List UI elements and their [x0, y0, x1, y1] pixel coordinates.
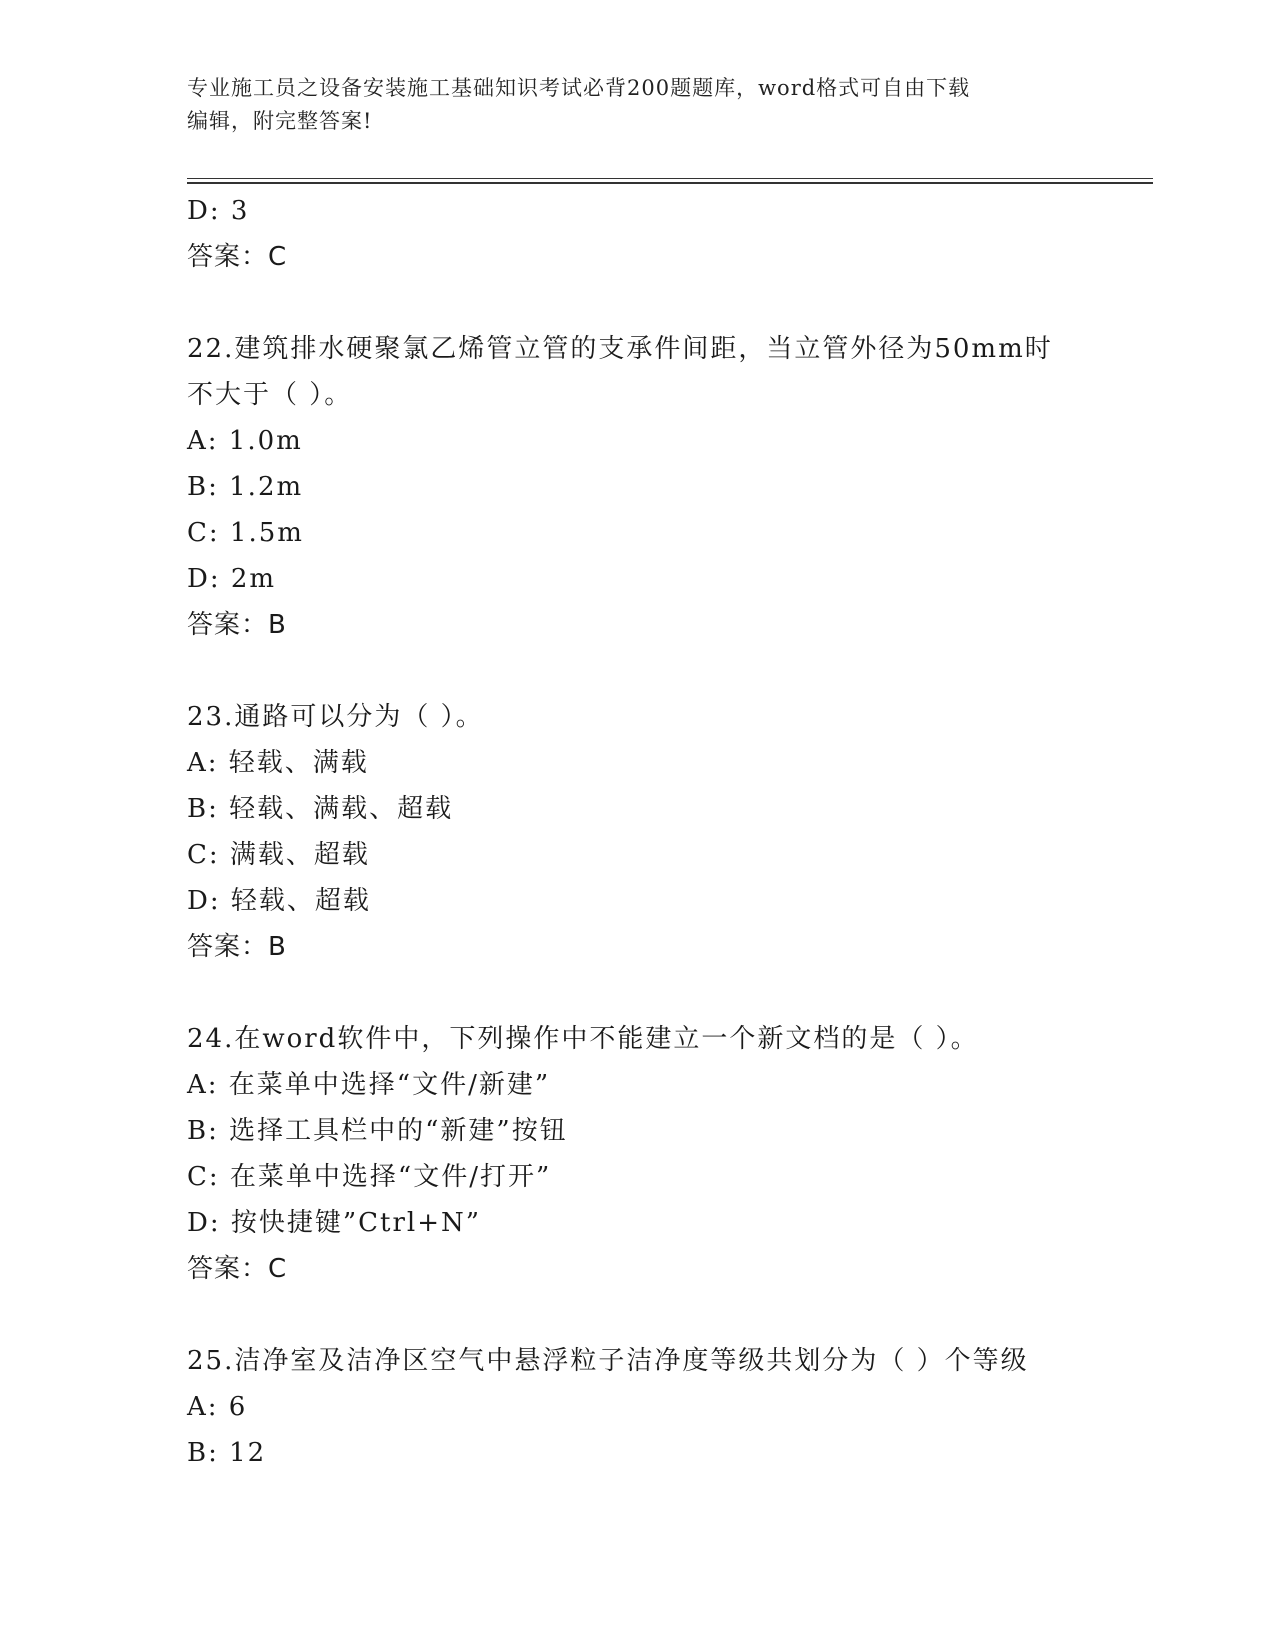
option-c: C: 在菜单中选择“文件/打开” — [187, 1162, 552, 1192]
option-b: B: 12 — [187, 1438, 267, 1468]
option-c: C: 满载、超载 — [187, 840, 370, 870]
header-divider-bottom — [187, 182, 1153, 184]
question-25 — [187, 1338, 1087, 1476]
option-d: D: 3 — [187, 196, 250, 226]
header-divider-top — [187, 178, 1153, 179]
option-a: A: 1.0m — [187, 426, 303, 456]
question-stem-line-2: 不大于（ ）。 — [187, 380, 353, 410]
question-stem: 23.通路可以分为（ ）。 — [187, 702, 484, 732]
spacer — [187, 280, 1087, 326]
question-stem: 24.在word软件中，下列操作中不能建立一个新文档的是（ ）。 — [187, 1024, 979, 1054]
answer-line: 答案：C — [187, 1254, 288, 1284]
question-21 — [187, 188, 1087, 280]
header-title-line-2: 编辑，附完整答案! — [187, 109, 373, 133]
spacer — [187, 1292, 1087, 1338]
option-d: D: 轻载、超载 — [187, 886, 371, 916]
spacer — [187, 648, 1087, 694]
option-c: C: 1.5m — [187, 518, 304, 548]
question-23 — [187, 694, 1087, 970]
option-b: B: 轻载、满载、超载 — [187, 794, 454, 824]
option-b: B: 选择工具栏中的“新建”按钮 — [187, 1116, 568, 1146]
option-d: D: 按快捷键”Ctrl+N” — [187, 1208, 482, 1238]
answer-line: 答案：B — [187, 932, 287, 962]
answer-line: 答案：B — [187, 610, 287, 640]
question-stem-line-1: 22.建筑排水硬聚氯乙烯管立管的支承件间距，当立管外径为50mm时 — [187, 334, 1053, 364]
option-a: A: 在菜单中选择“文件/新建” — [187, 1070, 551, 1100]
answer-line: 答案：C — [187, 242, 288, 272]
option-a: A: 轻载、满载 — [187, 748, 369, 778]
option-d: D: 2m — [187, 564, 277, 594]
option-b: B: 1.2m — [187, 472, 304, 502]
document-header — [187, 72, 1067, 138]
question-22 — [187, 326, 1087, 648]
question-list — [187, 188, 1087, 1476]
option-a: A: 6 — [187, 1392, 248, 1422]
question-stem: 25.洁净室及洁净区空气中悬浮粒子洁净度等级共划分为（ ）个等级 — [187, 1346, 1029, 1376]
question-24 — [187, 1016, 1087, 1292]
spacer — [187, 970, 1087, 1016]
header-title-line-1: 专业施工员之设备安装施工基础知识考试必背200题题库，word格式可自由下载 — [187, 76, 971, 100]
